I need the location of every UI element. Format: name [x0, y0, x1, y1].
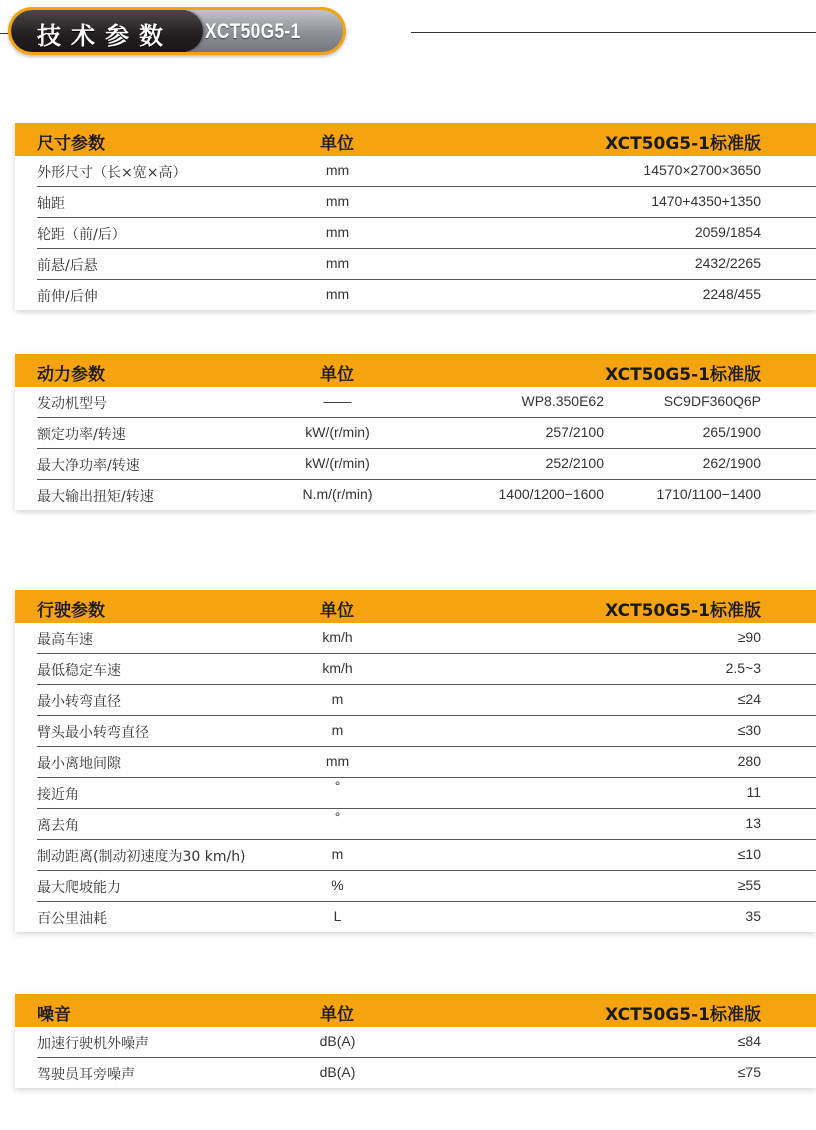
section-title: 行驶参数: [37, 601, 105, 621]
param-unit: dB(A): [319, 1064, 356, 1080]
param-value-option-2: 265/1900: [702, 424, 761, 440]
param-name: 臂头最小转弯直径: [37, 725, 149, 741]
param-value-option-2: 1710/1100−1400: [656, 486, 761, 502]
section-title: 噪音: [37, 1005, 71, 1025]
param-unit: m: [331, 846, 344, 862]
table-row: [37, 279, 816, 310]
table-row: [37, 1027, 816, 1057]
section-header: [15, 590, 816, 623]
param-name: 前伸/后伸: [37, 289, 98, 305]
param-unit: km/h: [322, 660, 353, 676]
param-name: 最小离地间隙: [37, 756, 121, 772]
param-name: 前悬/后悬: [37, 258, 98, 274]
param-value-option-1: 252/2100: [545, 455, 604, 471]
table-row: [37, 479, 816, 510]
param-value: ≤84: [737, 1033, 761, 1049]
param-value: ≤24: [737, 691, 761, 707]
table-row: [37, 186, 816, 217]
param-name: 轮距（前/后）: [37, 227, 126, 243]
param-unit: kW/(r/min): [305, 424, 370, 440]
section-title: 动力参数: [37, 365, 105, 385]
section-header: [15, 123, 816, 156]
param-unit: dB(A): [319, 1033, 356, 1049]
param-value: 14570×2700×3650: [643, 162, 761, 178]
param-value-option-1: WP8.350E62: [521, 393, 604, 409]
param-name: 轴距: [37, 196, 65, 212]
param-name: 最大输出扭矩/转速: [37, 489, 154, 505]
param-unit: mm: [325, 286, 350, 302]
param-name: 最高车速: [37, 632, 93, 648]
param-name: 外形尺寸（长×宽×高）: [37, 165, 187, 181]
model-header: XCT50G5-1标准版: [605, 1005, 761, 1025]
param-name: 最大净功率/转速: [37, 458, 140, 474]
table-row: [37, 901, 816, 932]
param-value: 1470+4350+1350: [651, 193, 761, 209]
param-unit: °: [334, 778, 341, 794]
table-row: [37, 684, 816, 715]
table-row: [37, 217, 816, 248]
section-driving: [15, 590, 816, 932]
param-unit: mm: [325, 255, 350, 271]
param-name: 接近角: [37, 787, 79, 803]
table-row: [37, 715, 816, 746]
param-value: ≥90: [737, 629, 761, 645]
param-value: 2432/2265: [694, 255, 761, 271]
param-value-option-2: SC9DF360Q6P: [663, 393, 761, 409]
param-unit: kW/(r/min): [305, 455, 370, 471]
param-value: 2059/1854: [694, 224, 761, 240]
param-name: 最小转弯直径: [37, 694, 121, 710]
section-title: 尺寸参数: [37, 134, 105, 154]
param-value: 280: [737, 753, 761, 769]
param-unit: L: [333, 908, 342, 924]
table-row: [37, 248, 816, 279]
table-row: [37, 417, 816, 448]
table-row: [37, 156, 816, 186]
table-row: [37, 653, 816, 684]
param-name: 百公里油耗: [37, 911, 107, 927]
model-header: XCT50G5-1标准版: [605, 365, 761, 385]
param-name: 最低稳定车速: [37, 663, 121, 679]
param-value: ≥55: [737, 877, 761, 893]
param-value: 35: [745, 908, 761, 924]
section-dimensions: [15, 123, 816, 310]
param-value: 2.5~3: [725, 660, 761, 676]
param-value: 13: [745, 815, 761, 831]
unit-header: 单位: [320, 1005, 354, 1025]
model-header: XCT50G5-1标准版: [605, 134, 761, 154]
param-value-option-1: 1400/1200−1600: [498, 486, 604, 502]
param-name: 制动距离(制动初速度为30 km/h): [37, 849, 246, 865]
table-row: [37, 777, 816, 808]
table-row: [37, 623, 816, 653]
table-row: [37, 448, 816, 479]
title-rule-right: [411, 32, 816, 33]
param-unit: N.m/(r/min): [302, 486, 373, 502]
param-unit: mm: [325, 162, 350, 178]
param-value: ≤30: [737, 722, 761, 738]
param-value-option-1: 257/2100: [545, 424, 604, 440]
param-unit: m: [331, 691, 344, 707]
unit-header: 单位: [320, 365, 354, 385]
param-name: 最大爬坡能力: [37, 880, 121, 896]
param-value: ≤10: [737, 846, 761, 862]
table-row: [37, 387, 816, 417]
param-unit: mm: [325, 753, 350, 769]
table-row: [37, 746, 816, 777]
section-power: [15, 354, 816, 510]
param-value-option-2: 262/1900: [702, 455, 761, 471]
param-value: 2248/455: [702, 286, 761, 302]
param-value: 11: [746, 784, 761, 800]
param-name: 额定功率/转速: [37, 427, 126, 443]
param-unit: mm: [325, 193, 350, 209]
table-row: [37, 1057, 816, 1088]
param-name: 离去角: [37, 818, 79, 834]
param-name: 加速行驶机外噪声: [37, 1036, 149, 1052]
param-unit: ——: [323, 393, 352, 409]
param-unit: mm: [325, 224, 350, 240]
section-noise: [15, 994, 816, 1088]
table-row: [37, 870, 816, 901]
param-name: 发动机型号: [37, 396, 107, 412]
param-unit: %: [331, 877, 344, 893]
unit-header: 单位: [320, 134, 354, 154]
title-badge: [8, 7, 346, 55]
param-value: ≤75: [737, 1064, 761, 1080]
unit-header: 单位: [320, 601, 354, 621]
table-row: [37, 839, 816, 870]
table-row: [37, 808, 816, 839]
section-header: [15, 994, 816, 1027]
param-unit: °: [334, 809, 341, 825]
param-unit: km/h: [322, 629, 353, 645]
section-header: [15, 354, 816, 387]
param-unit: m: [331, 722, 344, 738]
param-name: 驾驶员耳旁噪声: [37, 1067, 135, 1083]
model-name: XCT50G5-1: [205, 20, 301, 43]
page-title: 技术参数: [37, 22, 173, 50]
model-header: XCT50G5-1标准版: [605, 601, 761, 621]
